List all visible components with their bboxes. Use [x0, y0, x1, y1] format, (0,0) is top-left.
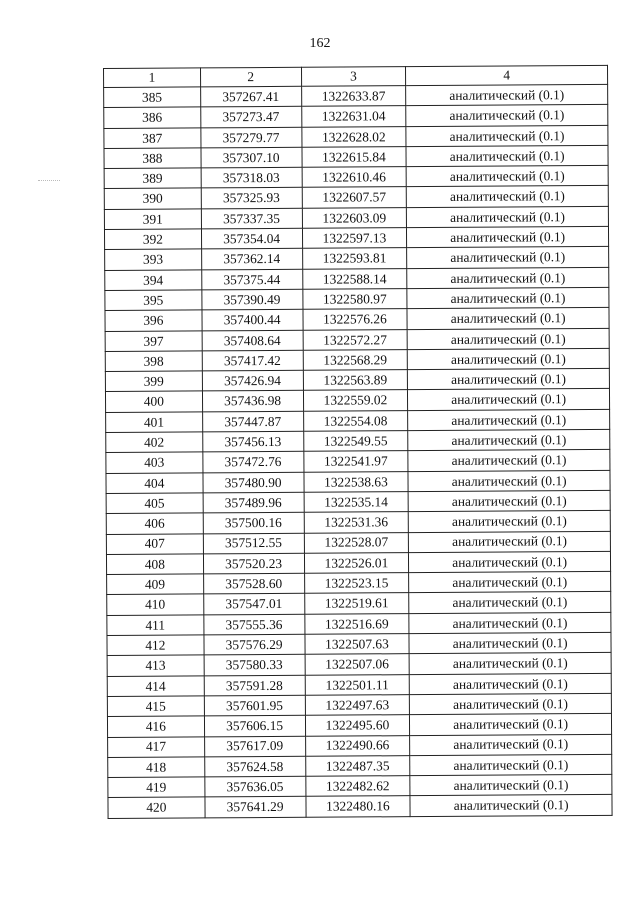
y-coordinate-cell: 1322559.02: [303, 390, 408, 411]
method-cell: аналитический (0.1): [407, 247, 609, 269]
method-cell: аналитический (0.1): [408, 409, 610, 431]
y-coordinate-cell: 1322523.15: [304, 573, 409, 594]
x-coordinate-cell: 357436.98: [202, 391, 303, 412]
y-coordinate-cell: 1322487.35: [305, 755, 410, 776]
x-coordinate-cell: 357606.15: [204, 715, 305, 736]
y-coordinate-cell: 1322490.66: [305, 735, 410, 756]
method-cell: аналитический (0.1): [410, 795, 612, 817]
y-coordinate-cell: 1322526.01: [304, 552, 409, 573]
header-cell-1: 1: [104, 68, 201, 88]
point-number-cell: 387: [104, 127, 201, 148]
y-coordinate-cell: 1322538.63: [303, 471, 408, 492]
point-number-cell: 409: [107, 574, 204, 595]
x-coordinate-cell: 357641.29: [205, 797, 306, 818]
method-cell: аналитический (0.1): [408, 490, 610, 512]
method-cell: аналитический (0.1): [407, 206, 609, 228]
y-coordinate-cell: 1322482.62: [305, 776, 410, 797]
scan-speck: [38, 180, 60, 183]
point-number-cell: 416: [107, 716, 204, 737]
point-number-cell: 399: [105, 371, 202, 392]
x-coordinate-cell: 357390.49: [202, 289, 303, 310]
y-coordinate-cell: 1322580.97: [302, 289, 407, 310]
x-coordinate-cell: 357318.03: [201, 167, 302, 188]
point-number-cell: 403: [106, 452, 203, 473]
page-number: 162: [309, 36, 331, 51]
y-coordinate-cell: 1322572.27: [303, 329, 408, 350]
coordinates-table-container: [103, 65, 613, 819]
method-cell: аналитический (0.1): [408, 470, 610, 492]
x-coordinate-cell: 357273.47: [200, 107, 301, 128]
method-cell: аналитический (0.1): [410, 714, 612, 736]
y-coordinate-cell: 1322563.89: [303, 370, 408, 391]
method-cell: аналитический (0.1): [409, 632, 611, 654]
point-number-cell: 412: [107, 635, 204, 656]
point-number-cell: 414: [107, 676, 204, 697]
y-coordinate-cell: 1322588.14: [302, 268, 407, 289]
y-coordinate-cell: 1322607.57: [302, 187, 407, 208]
x-coordinate-cell: 357337.35: [201, 208, 302, 229]
point-number-cell: 396: [105, 310, 202, 331]
point-number-cell: 417: [108, 736, 205, 757]
point-number-cell: 407: [106, 533, 203, 554]
method-cell: аналитический (0.1): [406, 166, 608, 188]
x-coordinate-cell: 357426.94: [202, 370, 303, 391]
x-coordinate-cell: 357267.41: [200, 86, 301, 107]
point-number-cell: 389: [104, 168, 201, 189]
y-coordinate-cell: 1322480.16: [305, 796, 410, 817]
x-coordinate-cell: 357601.95: [204, 695, 305, 716]
y-coordinate-cell: 1322549.55: [303, 431, 408, 452]
header-cell-2: 2: [200, 67, 301, 87]
y-coordinate-cell: 1322631.04: [301, 106, 406, 127]
method-cell: аналитический (0.1): [407, 328, 609, 350]
x-coordinate-cell: 357375.44: [201, 269, 302, 290]
x-coordinate-cell: 357636.05: [205, 776, 306, 797]
point-number-cell: 400: [105, 391, 202, 412]
table-row: [108, 795, 612, 818]
point-number-cell: 404: [106, 473, 203, 494]
method-cell: аналитический (0.1): [409, 653, 611, 675]
method-cell: аналитический (0.1): [410, 774, 612, 796]
x-coordinate-cell: 357417.42: [202, 350, 303, 371]
point-number-cell: 420: [108, 797, 205, 818]
x-coordinate-cell: 357325.93: [201, 188, 302, 209]
y-coordinate-cell: 1322603.09: [302, 207, 407, 228]
method-cell: аналитический (0.1): [408, 450, 610, 472]
header-cell-3: 3: [301, 67, 406, 87]
y-coordinate-cell: 1322576.26: [302, 309, 407, 330]
method-cell: аналитический (0.1): [408, 429, 610, 451]
method-cell: аналитический (0.1): [407, 186, 609, 208]
method-cell: аналитический (0.1): [406, 145, 608, 167]
x-coordinate-cell: 357624.58: [204, 756, 305, 777]
point-number-cell: 394: [105, 270, 202, 291]
method-cell: аналитический (0.1): [406, 84, 608, 106]
y-coordinate-cell: 1322554.08: [303, 410, 408, 431]
method-cell: аналитический (0.1): [407, 226, 609, 248]
x-coordinate-cell: 357447.87: [202, 411, 303, 432]
y-coordinate-cell: 1322597.13: [302, 228, 407, 249]
method-cell: аналитический (0.1): [409, 612, 611, 634]
x-coordinate-cell: 357512.55: [203, 533, 304, 554]
method-cell: аналитический (0.1): [409, 531, 611, 553]
point-number-cell: 402: [106, 432, 203, 453]
point-number-cell: 418: [108, 757, 205, 778]
x-coordinate-cell: 357528.60: [203, 573, 304, 594]
point-number-cell: 406: [106, 513, 203, 534]
x-coordinate-cell: 357489.96: [203, 492, 304, 513]
point-number-cell: 388: [104, 148, 201, 169]
method-cell: аналитический (0.1): [408, 389, 610, 411]
method-cell: аналитический (0.1): [407, 287, 609, 309]
table-body: [104, 84, 612, 818]
y-coordinate-cell: 1322633.87: [301, 86, 406, 107]
x-coordinate-cell: 357279.77: [201, 127, 302, 148]
point-number-cell: 385: [104, 87, 201, 108]
y-coordinate-cell: 1322531.36: [304, 512, 409, 533]
x-coordinate-cell: 357456.13: [202, 431, 303, 452]
point-number-cell: 410: [107, 594, 204, 615]
method-cell: аналитический (0.1): [406, 105, 608, 127]
x-coordinate-cell: 357500.16: [203, 513, 304, 534]
y-coordinate-cell: 1322615.84: [301, 147, 406, 168]
method-cell: аналитический (0.1): [410, 673, 612, 695]
y-coordinate-cell: 1322501.11: [305, 674, 410, 695]
y-coordinate-cell: 1322495.60: [305, 715, 410, 736]
method-cell: аналитический (0.1): [408, 369, 610, 391]
x-coordinate-cell: 357408.64: [202, 330, 303, 351]
point-number-cell: 397: [105, 330, 202, 351]
method-cell: аналитический (0.1): [409, 572, 611, 594]
coordinates-table: [103, 65, 613, 819]
y-coordinate-cell: 1322497.63: [305, 695, 410, 716]
method-cell: аналитический (0.1): [409, 511, 611, 533]
point-number-cell: 390: [104, 188, 201, 209]
method-cell: аналитический (0.1): [408, 348, 610, 370]
point-number-cell: 419: [108, 777, 205, 798]
y-coordinate-cell: 1322528.07: [304, 532, 409, 553]
x-coordinate-cell: 357520.23: [203, 553, 304, 574]
point-number-cell: 398: [105, 351, 202, 372]
point-number-cell: 411: [107, 615, 204, 636]
y-coordinate-cell: 1322535.14: [304, 492, 409, 513]
x-coordinate-cell: 357307.10: [201, 147, 302, 168]
x-coordinate-cell: 357576.29: [204, 634, 305, 655]
method-cell: аналитический (0.1): [410, 693, 612, 715]
x-coordinate-cell: 357547.01: [203, 594, 304, 615]
point-number-cell: 405: [106, 493, 203, 514]
method-cell: аналитический (0.1): [406, 125, 608, 147]
point-number-cell: 392: [104, 229, 201, 250]
x-coordinate-cell: 357362.14: [201, 249, 302, 270]
y-coordinate-cell: 1322541.97: [303, 451, 408, 472]
y-coordinate-cell: 1322593.81: [302, 248, 407, 269]
point-number-cell: 415: [107, 696, 204, 717]
y-coordinate-cell: 1322519.61: [304, 593, 409, 614]
point-number-cell: 413: [107, 655, 204, 676]
x-coordinate-cell: 357400.44: [202, 310, 303, 331]
method-cell: аналитический (0.1): [407, 267, 609, 289]
method-cell: аналитический (0.1): [410, 754, 612, 776]
method-cell: аналитический (0.1): [410, 734, 612, 756]
x-coordinate-cell: 357555.36: [204, 614, 305, 635]
x-coordinate-cell: 357580.33: [204, 655, 305, 676]
x-coordinate-cell: 357591.28: [204, 675, 305, 696]
point-number-cell: 386: [104, 107, 201, 128]
x-coordinate-cell: 357617.09: [204, 736, 305, 757]
point-number-cell: 401: [106, 412, 203, 433]
header-cell-4: 4: [406, 65, 608, 85]
y-coordinate-cell: 1322507.06: [305, 654, 410, 675]
method-cell: аналитический (0.1): [407, 308, 609, 330]
y-coordinate-cell: 1322516.69: [304, 613, 409, 634]
x-coordinate-cell: 357480.90: [203, 472, 304, 493]
y-coordinate-cell: 1322610.46: [302, 167, 407, 188]
x-coordinate-cell: 357354.04: [201, 228, 302, 249]
y-coordinate-cell: 1322628.02: [301, 126, 406, 147]
method-cell: аналитический (0.1): [409, 592, 611, 614]
point-number-cell: 408: [106, 554, 203, 575]
point-number-cell: 391: [104, 209, 201, 230]
point-number-cell: 393: [105, 249, 202, 270]
x-coordinate-cell: 357472.76: [203, 452, 304, 473]
y-coordinate-cell: 1322568.29: [303, 350, 408, 371]
method-cell: аналитический (0.1): [409, 551, 611, 573]
point-number-cell: 395: [105, 290, 202, 311]
y-coordinate-cell: 1322507.63: [304, 634, 409, 655]
